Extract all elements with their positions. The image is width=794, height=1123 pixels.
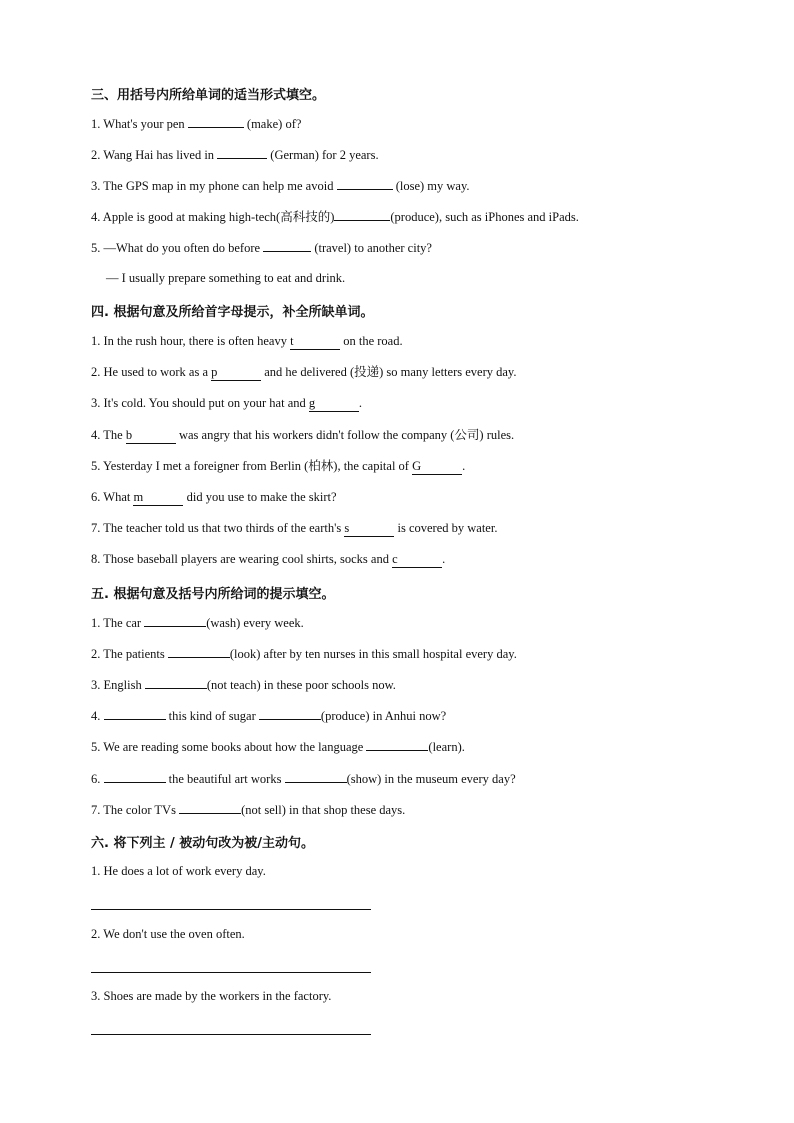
answer-blank[interactable] <box>263 239 311 252</box>
answer-blank[interactable] <box>145 676 207 689</box>
letter-hint-blank[interactable]: m <box>133 489 183 506</box>
section3-title: 三、用括号内所给单词的适当形式填空。 <box>91 88 326 103</box>
letter-hint-blank[interactable]: G <box>412 458 462 475</box>
letter-hint-blank[interactable]: s <box>344 520 394 537</box>
letter-hint-blank[interactable]: c <box>392 551 442 568</box>
answer-blank[interactable] <box>366 738 428 751</box>
section6-item-3: 3. Shoes are made by the workers in the factory. <box>91 989 332 1003</box>
answer-blank[interactable] <box>337 177 393 190</box>
section5-item-5: 5. We are reading some books about how the language (learn). <box>91 740 465 754</box>
answer-blank[interactable] <box>188 115 244 128</box>
section5-item-1: 1. The car (wash) every week. <box>91 616 304 630</box>
section5-item-7: 7. The color TVs (not sell) in that shop these days. <box>91 803 406 817</box>
section3-item-5-reply: — I usually prepare something to eat and drink. <box>106 271 346 285</box>
section5-item-2: 2. The patients (look) after by ten nurses in this small hospital every day. <box>91 647 517 661</box>
answer-line[interactable] <box>91 909 371 910</box>
answer-blank[interactable] <box>104 770 166 783</box>
section4-item-2: 2. He used to work as a p and he delivered (投递) so many letters every day. <box>91 365 517 379</box>
section6-title: 六. 将下列主 / 被动句改为被/主动句。 <box>91 836 315 851</box>
section4-item-1: 1. In the rush hour, there is often heavy t on the road. <box>91 334 403 348</box>
section3-item-3: 3. The GPS map in my phone can help me avoid (lose) my way. <box>91 179 470 193</box>
section4-item-4: 4. The b was angry that his workers didn't follow the company (公司) rules. <box>91 428 515 442</box>
section5-title: 五. 根据句意及括号内所给词的提示填空。 <box>91 587 335 602</box>
section3-item-2: 2. Wang Hai has lived in (German) for 2 years. <box>91 148 379 162</box>
answer-blank[interactable] <box>179 801 241 814</box>
answer-blank[interactable] <box>217 146 267 159</box>
answer-line[interactable] <box>91 1034 371 1035</box>
letter-hint-blank[interactable]: g <box>309 395 359 412</box>
answer-blank[interactable] <box>285 770 347 783</box>
answer-blank[interactable] <box>334 208 390 221</box>
section3-item-1: 1. What's your pen (make) of? <box>91 117 302 131</box>
section3-item-4: 4. Apple is good at making high-tech(高科技的) (produce), such as iPhones and iPads. <box>91 210 579 224</box>
answer-blank[interactable] <box>104 707 166 720</box>
section4-item-3: 3. It's cold. You should put on your hat and g . <box>91 396 363 410</box>
answer-blank[interactable] <box>168 645 230 658</box>
answer-blank[interactable] <box>259 707 321 720</box>
section4-item-7: 7. The teacher told us that two thirds of the earth's s is covered by water. <box>91 521 498 535</box>
letter-hint-blank[interactable]: t <box>290 333 340 350</box>
section4-title: 四. 根据句意及所给首字母提示，补全所缺单词。 <box>91 305 374 320</box>
section5-item-3: 3. English (not teach) in these poor schools now. <box>91 678 396 692</box>
section5-item-6: 6. the beautiful art works (show) in the museum every day? <box>91 772 516 786</box>
section4-item-8: 8. Those baseball players are wearing cool shirts, socks and c . <box>91 552 446 566</box>
answer-blank[interactable] <box>144 614 206 627</box>
letter-hint-blank[interactable]: p <box>211 364 261 381</box>
answer-line[interactable] <box>91 972 371 973</box>
section4-item-6: 6. What m did you use to make the skirt? <box>91 490 337 504</box>
section4-item-5: 5. Yesterday I met a foreigner from Berlin (柏林), the capital of G . <box>91 459 466 473</box>
section6-item-2: 2. We don't use the oven often. <box>91 927 245 941</box>
section3-item-5: 5. —What do you often do before (travel) to another city? <box>91 241 432 255</box>
section5-item-4: 4. this kind of sugar (produce) in Anhui now? <box>91 709 447 723</box>
letter-hint-blank[interactable]: b <box>126 427 176 444</box>
section6-item-1: 1. He does a lot of work every day. <box>91 864 266 878</box>
